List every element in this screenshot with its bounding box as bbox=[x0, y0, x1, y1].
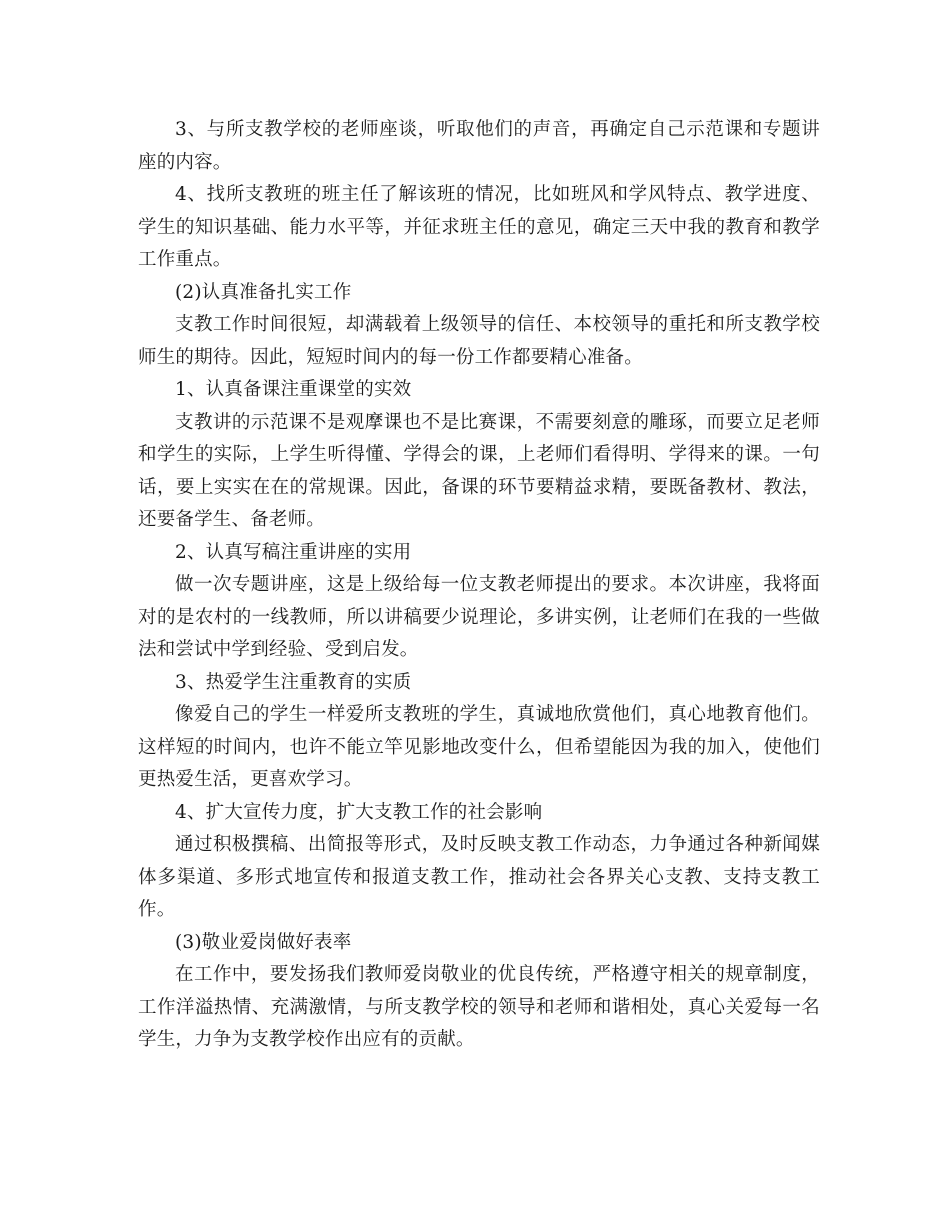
paragraph-lesson-prep: 支教讲的示范课不是观摩课也不是比赛课，不需要刻意的雕琢，而要立足老师和学生的实际，上学生听得懂、学得会的课，上老师们看得明、学得来的课。一句话，要上实实在在的常规课。因此，备课的环节要精益求精，要既备教材、教法，还要备学生、备老师。 bbox=[138, 411, 820, 530]
subheading-1-lesson-prep: 1、认真备课注重课堂的实效 bbox=[175, 379, 412, 400]
subheading-3-love-students: 3、热爱学生注重教育的实质 bbox=[175, 671, 412, 693]
paragraph-item-4-class-teacher: 4、找所支教班的班主任了解该班的情况，比如班风和学风特点、教学进度、学生的知识基础、能力水平等，并征求班主任的意见，确定三天中我的教育和教学工作重点。 bbox=[138, 184, 820, 270]
section-heading-2: (2)认真准备扎实工作 bbox=[175, 281, 352, 303]
document-body bbox=[138, 114, 820, 1057]
section-heading-3: (3)敬业爱岗做好表率 bbox=[175, 931, 352, 953]
paragraph-section-2-intro: 支教工作时间很短，却满载着上级领导的信任、本校领导的重托和所支教学校师生的期待。因此，短短时间内的每一份工作都要精心准备。 bbox=[138, 314, 820, 368]
paragraph-lecture-writing: 做一次专题讲座，这是上级给每一位支教老师提出的要求。本次讲座，我将面对的是农村的一线教师，所以讲稿要少说理论，多讲实例，让老师们在我的一些做法和尝试中学到经验、受到启发。 bbox=[138, 574, 820, 660]
paragraph-item-3-teacher-meeting: 3、与所支教学校的老师座谈，听取他们的声音，再确定自己示范课和专题讲座的内容。 bbox=[138, 119, 820, 173]
paragraph-publicity: 通过积极撰稿、出简报等形式，及时反映支教工作动态，力争通过各种新闻媒体多渠道、多形式地宣传和报道支教工作，推动社会各界关心支教、支持支教工作。 bbox=[138, 834, 820, 920]
subheading-4-publicity: 4、扩大宣传力度，扩大支教工作的社会影响 bbox=[175, 801, 543, 823]
subheading-2-lecture-writing: 2、认真写稿注重讲座的实用 bbox=[175, 541, 412, 563]
paragraph-love-students: 像爱自己的学生一样爱所支教班的学生，真诚地欣赏他们，真心地教育他们。这样短的时间内，也许不能立竿见影地改变什么，但希望能因为我的加入，使他们更热爱生活，更喜欢学习。 bbox=[138, 704, 820, 790]
paragraph-section-3: 在工作中，要发扬我们教师爱岗敬业的优良传统，严格遵守相关的规章制度，工作洋溢热情、充满激情，与所支教学校的领导和老师和谐相处，真心关爱每一名学生，力争为支教学校作出应有的贡献。 bbox=[138, 964, 820, 1050]
